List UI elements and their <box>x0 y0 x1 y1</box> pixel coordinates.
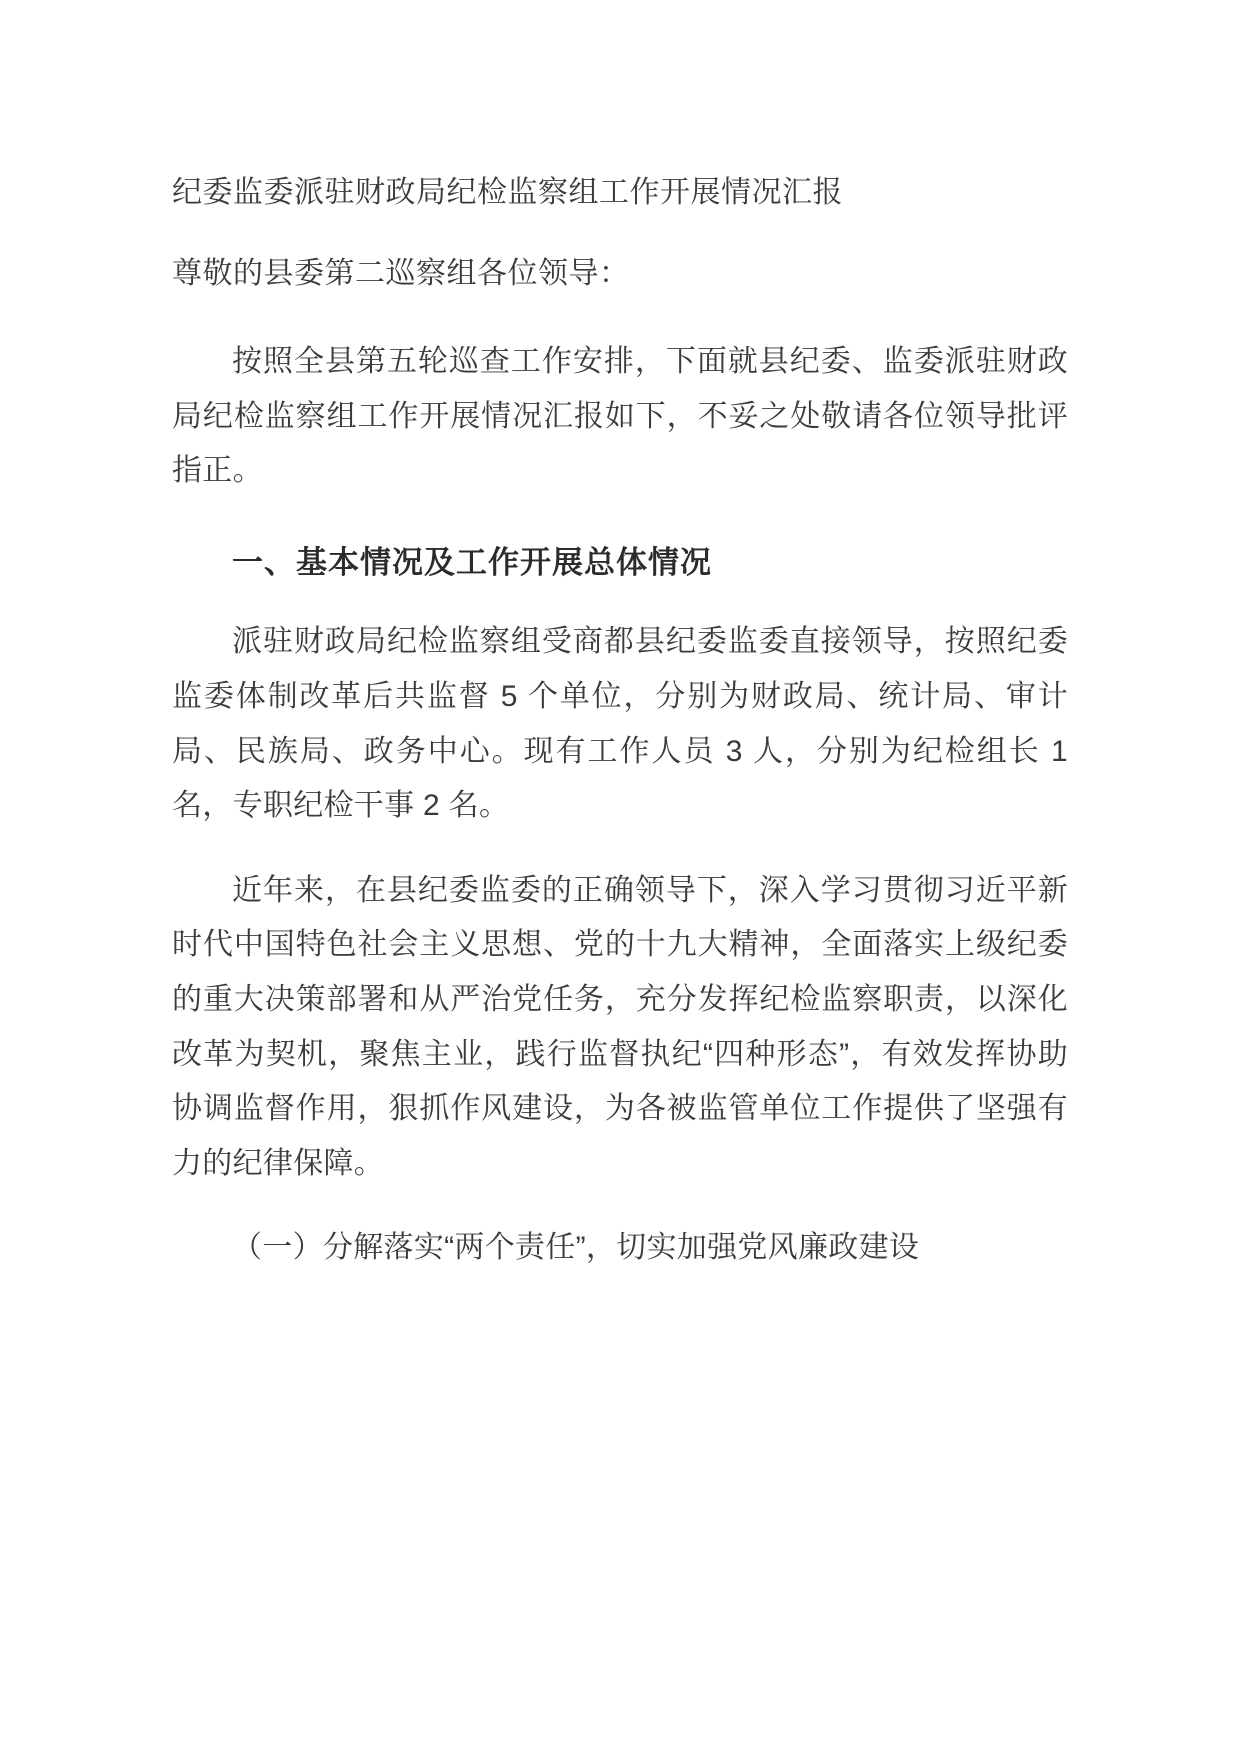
document-title: 纪委监委派驻财政局纪检监察组工作开展情况汇报 <box>172 176 843 209</box>
paragraph-basic-situation: 派驻财政局纪检监察组受商都县纪委监委直接领导，按照纪委监委体制改革后共监督 5 个单位，分别为财政局、统计局、审计局、民族局、政务中心。现有工作人员 3 人，分别为纪检组长 1 名，专职纪检干事 2 名。 <box>172 625 1068 823</box>
document-body <box>172 170 1068 1276</box>
paragraph-recent-years: 近年来，在县纪委监委的正确领导下，深入学习贯彻习近平新时代中国特色社会主义思想、党的十九大精神，全面落实上级纪委的重大决策部署和从严治党任务，充分发挥纪检监察职责，以深化改革为契机，聚焦主业，践行监督执纪“四种形态”，有效发挥协助协调监督作用，狠抓作风建设，为各被监管单位工作提供了坚强有力的纪律保障。 <box>172 873 1068 1180</box>
section-one-heading: 一、基本情况及工作开展总体情况 <box>232 544 712 580</box>
salutation: 尊敬的县委第二巡察组各位领导： <box>172 256 630 290</box>
intro-paragraph: 按照全县第五轮巡查工作安排，下面就县纪委、监委派驻财政局纪检监察组工作开展情况汇报如下，不妥之处敬请各位领导批评指正。 <box>172 345 1068 488</box>
subsection-one-heading: （一）分解落实“两个责任”，切实加强党风廉政建设 <box>232 1231 920 1265</box>
